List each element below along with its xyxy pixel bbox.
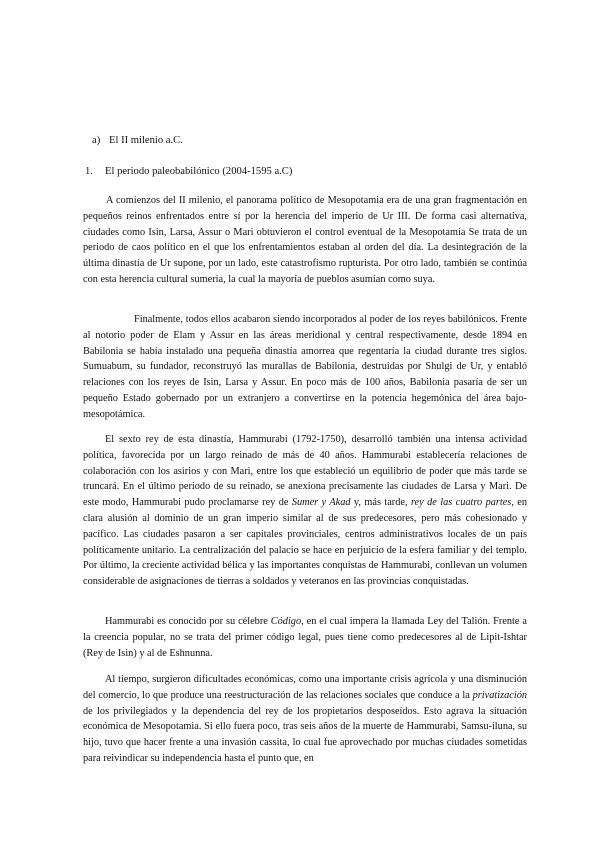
paragraph-text-run: , en el cual impera la llamada Ley del Talión. Frente a la creencia popular, no se trata del primer código legal, pues tiene como predecesores al de Lipit-Ishtar (Rey de Isin) y al de Eshnunna. (83, 616, 527, 659)
paragraph-2 (83, 312, 527, 423)
paragraph-text-run: Finalmente, todos ellos acabaron siendo incorporados al poder de los reyes babilónicos. Frente al notorio poder de Elam y Assur en las áreas meridional y central respectivamente, desde 1894 en Babilonia se había instalado una pequeña dinastía amorrea que regentaría la ciudad durante tres siglos. Sumuabum, su fundador, reconstruyó las murallas de Babilonia, destruidas por Shulgi de Ur, y entabló relaciones con los reyes de Isin, Larsa y Assur. En poco más de 100 años, Babilonia pasaría de ser un pequeño Estado gobernado por un extranjero a convertirse en la potencia hegemónica del área bajo-mesopotámica. (83, 314, 527, 420)
paragraph-text-run: , en clara alusión al dominio de un gran imperio similar al de sus predecesores, pero más cohesionado y pacífico. Las ciudades pasaron a ser capitales provinciales, centros administrativos locales de un país políticamente unitario. La centralización del palacio se hace en perjuicio de la esfera familiar y del templo. Por último, la creciente actividad bélica y las importantes conquistas de Hammurabi, conllevan un volumen considerable de asignaciones de tierras a soldados y veteranos en las provincias conquistadas. (83, 497, 528, 588)
heading-text: El periodo paleobabilónico (2004-1595 a.C) (105, 166, 293, 177)
paragraph-text-run: El sexto rey de esta dinastía, Hammurabi (1792-1750), desarrolló también una intensa actividad política, favorecida por un largo reinado de más de 40 años. Hammurabi establecería relaciones de colaboración con los asirios y con Mari, entre los que estableció un equilibrio de poder que más tarde se truncará. En el último periodo de su reinado, se anexiona precisamente las ciudades de Larsa y Mari. De este modo, Hammurabi pudo proclamarse rey de (83, 434, 527, 509)
paragraph-text-run: A comienzos del II milenio, el panorama político de Mesopotamia era de una gran fragmentación en pequeños reinos enfrentados entre sí por la herencia del imperio de Ur III. De forma casi alternativa, ciudades como Isin, Larsa, Assur o Mari obtuvieron el control eventual de la Mesopotamia Se trata de un periodo de caos político en el que los enfrentamientos estaban al orden del día. La desintegración de la última dinastía de Ur supone, por un lado, este catastrofismo rupturista. Por otro lado, también se continúa con esta herencia cultural sumeria, la cual la mayoría de pueblos asumían como suya. (83, 195, 527, 285)
italic-term: Sumer y Akad (291, 497, 351, 509)
paragraph-text-run: Al tiempo, surgieron dificultades económicas, como una importante crisis agrícola y una disminución del comercio, lo que produce una reestructuración de las relaciones sociales que conduce a la (83, 674, 527, 701)
paragraph-1 (83, 193, 527, 288)
paragraph-text-run: y, más tarde, (350, 497, 411, 509)
paragraph-5 (83, 672, 527, 767)
heading-text: El II milenio a.C. (109, 135, 183, 146)
heading-marker: 1. (85, 166, 93, 177)
paragraph-text-run: de los privilegiados y la dependencia del rey de los propietarios desposeídos. Esto agrava la situación económica de Mesopotamia. Si ello fuera poco, tras seis años de la muerte de Hammurabi, Samsu-iluna, su hijo, tuvo que hacer frente a una invasión cassita, lo cual fue aprovechado por muchas ciudades sometidas para reivindicar su independencia hasta el punto que, en (83, 705, 527, 764)
heading-marker: a) (92, 135, 101, 146)
italic-term: rey de las cuatro partes (410, 497, 512, 509)
italic-term: privatización (472, 689, 527, 701)
paragraph-text-run: Hammurabi es conocido por su célebre (105, 616, 271, 627)
paragraph-3 (83, 432, 527, 590)
paragraph-4 (83, 614, 527, 661)
italic-term: Código (270, 616, 302, 627)
